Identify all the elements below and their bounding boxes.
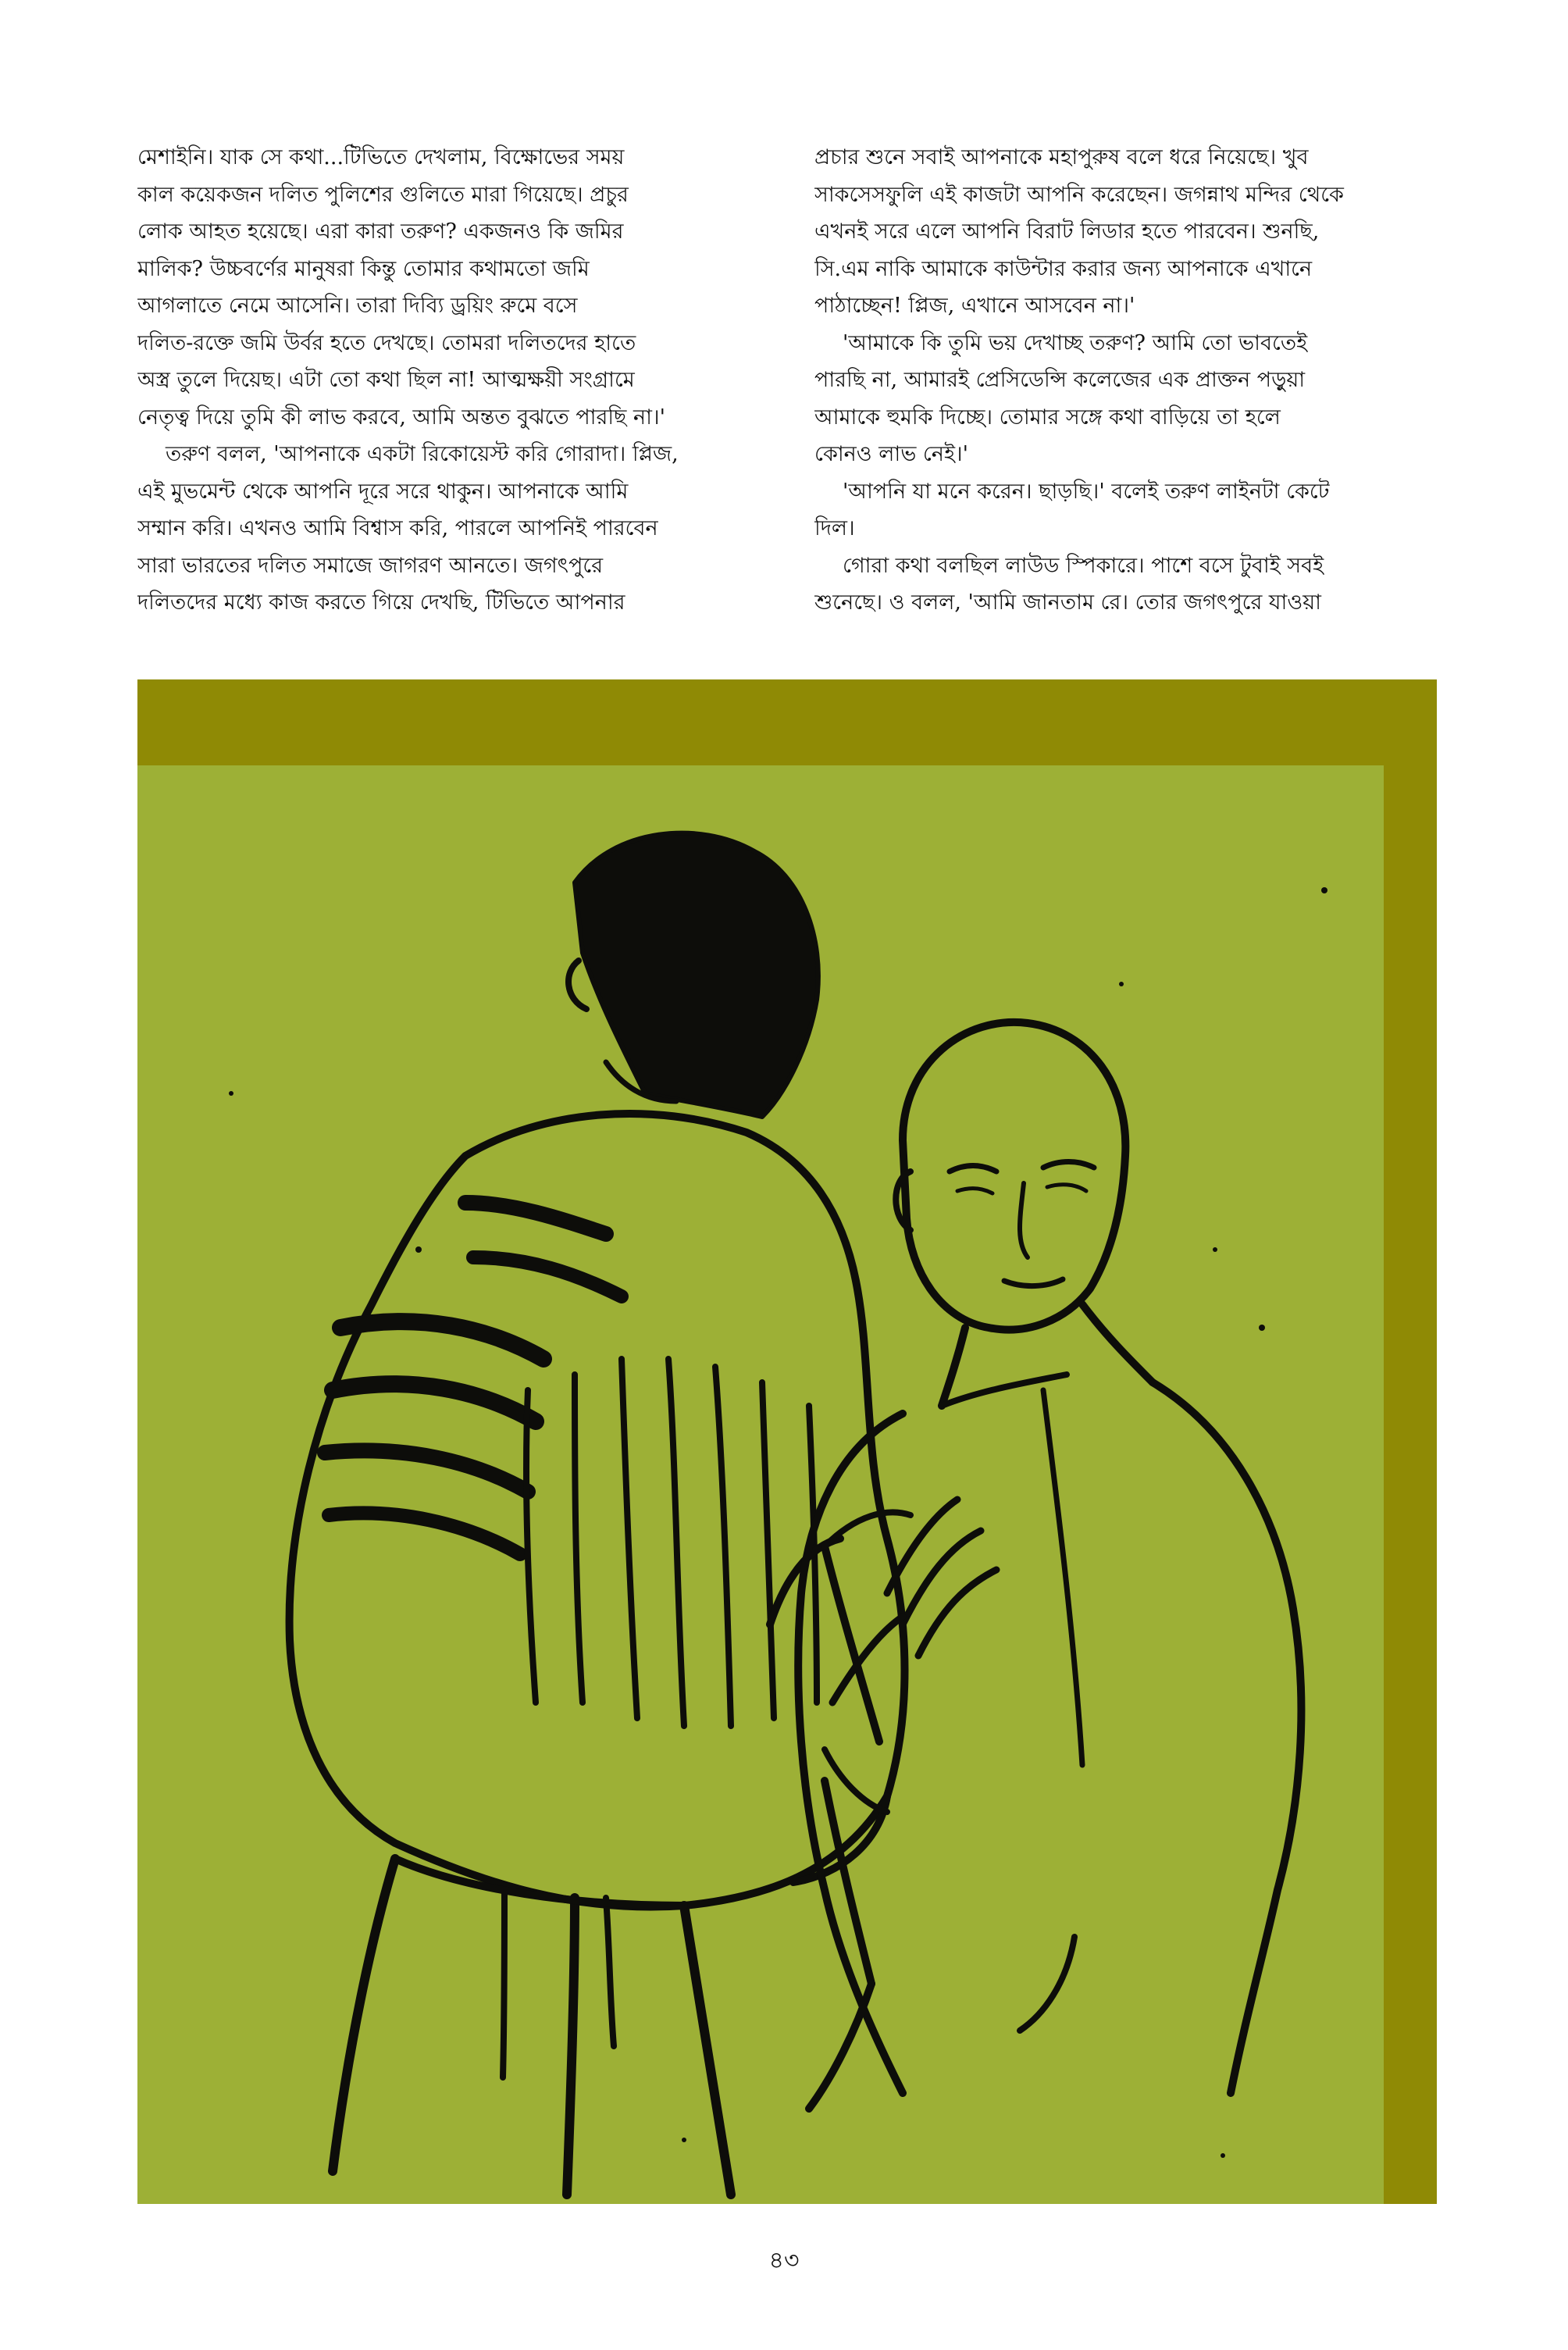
text-line: সাকসেসফুলি এই কাজটা আপনি করেছেন। জগন্নাথ মন্দির থেকে: [814, 182, 1344, 207]
two-men-drawing: [137, 765, 1384, 2204]
story-illustration: [137, 679, 1437, 2204]
text-line: দিল।: [814, 516, 855, 540]
left-text-column: [137, 139, 684, 622]
text-line: সম্মান করি। এখনও আমি বিশ্বাস করি, পারলে আপনিই পারবেন: [137, 516, 658, 540]
text-line: পাঠাচ্ছেন! প্লিজ, এখানে আসবেন না।': [814, 294, 1135, 318]
text-line: কাল কয়েকজন দলিত পুলিশের গুলিতে মারা গিয়েছে। প্রচুর: [137, 182, 629, 207]
text-line: মেশাইনি। যাক সে কথা...টিভিতে দেখলাম, বিক্ষোভের সময়: [137, 145, 625, 169]
text-line: আমাকে হুমকি দিচ্ছে। তোমার সঙ্গে কথা বাড়িয়ে তা হলে: [814, 405, 1281, 430]
text-line: এই মুভমেন্ট থেকে আপনি দূরে সরে থাকুন। আপনাকে আমি: [137, 479, 629, 504]
man-back-hair: [575, 833, 818, 1117]
text-line: 'আপনি যা মনে করেন। ছাড়ছি।' বলেই তরুণ লাইনটা কেটে: [843, 479, 1330, 504]
text-line: লোক আহত হয়েছে। এরা কারা তরুণ? একজনও কি জমির: [137, 219, 624, 244]
text-line: সারা ভারতের দলিত সমাজে জাগরণ আনতে। জগৎপুরে: [137, 553, 604, 578]
text-line: কোনও লাভ নেই।': [814, 442, 969, 466]
text-line: দলিতদের মধ্যে কাজ করতে গিয়ে দেখছি, টিভিতে আপনার: [137, 590, 625, 615]
right-text-column: [814, 139, 1361, 622]
text-line: পারছি না, আমারই প্রেসিডেন্সি কলেজের এক প্রাক্তন পড়ুয়া: [814, 368, 1306, 392]
text-line: শুনেছে। ও বলল, 'আমি জানতাম রে। তোর জগৎপুরে যাওয়া: [814, 590, 1321, 615]
illustration-panel: [137, 765, 1384, 2204]
text-line: গোরা কথা বলছিল লাউড স্পিকারে। পাশে বসে টুবাই সবই: [843, 553, 1324, 578]
page-number: ৪৩: [768, 2247, 800, 2274]
text-line: মালিক? উচ্চবর্ণের মানুষরা কিন্তু তোমার কথামতো জমি: [137, 256, 590, 281]
text-line: 'আমাকে কি তুমি ভয় দেখাচ্ছ তরুণ? আমি তো ভাবতেই: [843, 330, 1308, 355]
text-line: অস্ত্র তুলে দিয়েছ। এটা তো কথা ছিল না! আত্মক্ষয়ী সংগ্রামে: [137, 368, 635, 392]
text-line: সি.এম নাকি আমাকে কাউন্টার করার জন্য আপনাকে এখানে: [814, 256, 1313, 281]
text-line: এখনই সরে এলে আপনি বিরাট লিডার হতে পারবেন। শুনছি,: [814, 219, 1320, 244]
text-line: নেতৃত্ব দিয়ে তুমি কী লাভ করবে, আমি অন্তত বুঝতে পারছি না।': [137, 405, 666, 430]
text-line: তরুণ বলল, 'আপনাকে একটা রিকোয়েস্ট করি গোরাদা। প্লিজ,: [166, 442, 679, 466]
text-line: আগলাতে নেমে আসেনি। তারা দিব্যি ড্রয়িং রুমে বসে: [137, 294, 578, 318]
text-line: প্রচার শুনে সবাই আপনাকে মহাপুরুষ বলে ধরে নিয়েছে। খুব: [814, 145, 1309, 169]
text-line: দলিত-রক্তে জমি উর্বর হতে দেখছে। তোমরা দলিতদের হাতে: [137, 330, 636, 355]
